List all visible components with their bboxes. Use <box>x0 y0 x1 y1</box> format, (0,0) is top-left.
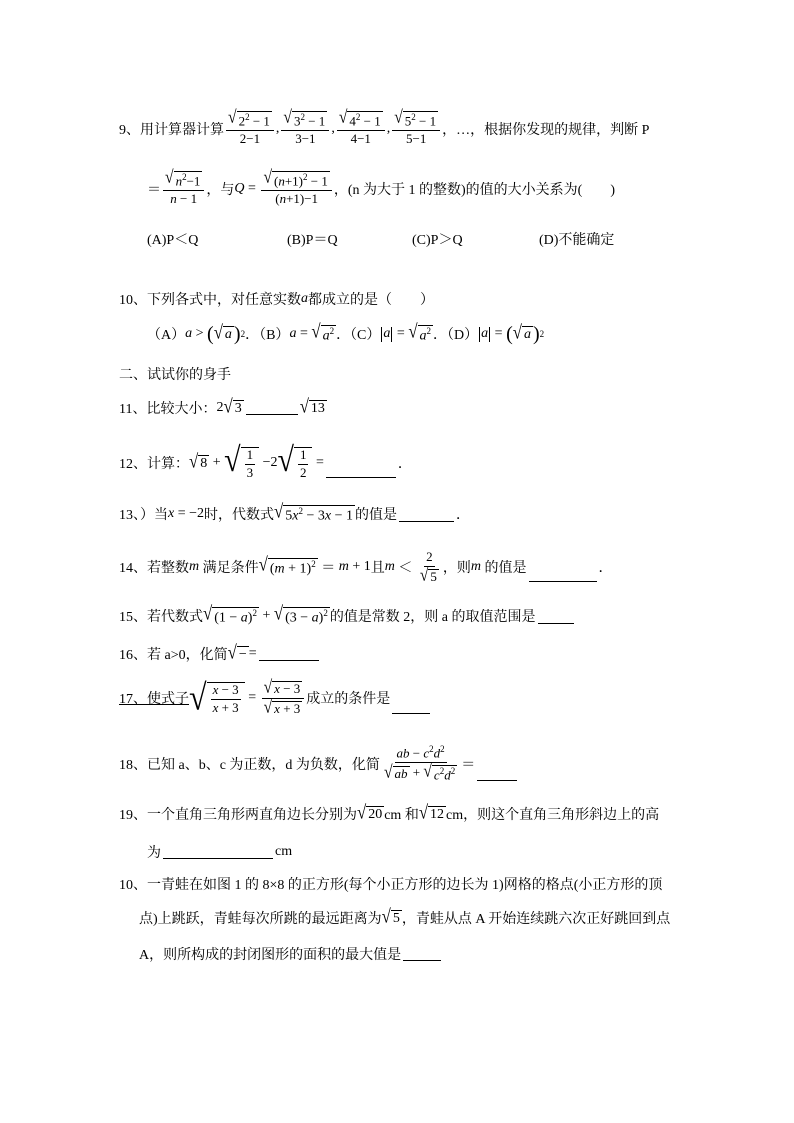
q9-line2: ＝ √ $n^2-1$ n − 1 ，与 Q = √ $(n+1)^2 - 1$ (n+1)−1 ，(n 为大于 1 的整数)的值的大小关系为( ) <box>147 167 616 207</box>
q14-text2: 满足条件 <box>202 561 259 577</box>
q9-option-a: (A)P＜Q <box>147 233 199 248</box>
q17: 17、 使式子 √ $\frac{x - 3}{x + 3}$ = √ x − 3 √ x + 3 成立的条件是 <box>119 680 432 717</box>
q14-end: ． <box>598 561 613 577</box>
q10-text: 10、下列各式中，对任意实数 <box>119 293 301 308</box>
q9-options <box>147 229 667 249</box>
q16: 16、若 a>0，化简 √ − = <box>119 644 321 664</box>
q9-lead: 9、用计算器计算 <box>119 122 224 138</box>
q20-line3 <box>139 944 443 964</box>
q10-opt-b: ．（B） <box>245 328 290 344</box>
q17-blank[interactable] <box>392 712 430 714</box>
q20-blank[interactable] <box>403 959 441 961</box>
q19-line2 <box>147 842 292 862</box>
q9-fraction-3: √ $4^2 - 1$ 4−1 <box>337 110 385 147</box>
q9-with: ，与 <box>206 182 235 198</box>
q17-text2: 成立的条件是 <box>306 692 391 708</box>
q9-eq: ＝ <box>147 182 161 198</box>
q16-text: 16、若 a>0，化简 <box>119 648 228 663</box>
q18-text2: ＝ <box>461 757 476 773</box>
q9-fraction-2: √ $3^2 - 1$ 3−1 <box>281 110 329 147</box>
q13: 13、）当 x = −2 时，代数式 √ $5x^2 - 3x - 1$ 的值是 ． <box>119 500 470 524</box>
q15-text: 15、若代数式 <box>119 610 203 626</box>
q10-opt-c: ．（C） <box>336 328 381 344</box>
q12-end: ． <box>397 457 412 473</box>
q14-text3: 且 <box>370 561 385 577</box>
q19-text2: cm，则这个直角三角形斜边上的高 <box>446 808 660 823</box>
q20-line1: 10、一青蛙在如图 1 的 8×8 的正方形(每个小正方形的边长为 1)网格的格点(小正方形的顶 <box>119 878 663 893</box>
q15-text2: 的值是常数 2，则 a 的取值范围是 <box>329 610 536 626</box>
q9-q-fraction: √ $(n+1)^2 - 1$ (n+1)−1 <box>261 170 331 207</box>
q10-line1 <box>119 289 434 309</box>
q20-line2: 点)上跳跃，青蛙每次所跳的最远距离为 √ 5 ，青蛙从点 A 开始连续跳六次正好跳回到点 <box>139 905 671 928</box>
q13-text: 13、）当 <box>119 508 168 524</box>
q13-blank[interactable] <box>399 520 454 522</box>
q13-cond: 时，代数式 <box>204 508 275 524</box>
q9-rule-text: ，…，根据你发现的规律，判断 P <box>442 122 650 138</box>
q15: 15、若代数式 √ $(1 - a)^2$ + √ $(3 - a)^2$ 的值是常数 2，则 a 的取值范围是 <box>119 606 576 627</box>
q9-fraction-4: √ $5^2 - 1$ 5−1 <box>392 110 440 147</box>
q11: 11、比较大小： 2 √ 3 √ 13 <box>119 395 325 418</box>
q13-end: ． <box>455 508 470 524</box>
q9-line1: 9、用计算器计算 √ $2^2 - 1$ 2−1 , √ $3^2 - 1$ 3−1 , √ $4^2 - 1$ 4−1 , √ $5^2 - 1$ 5−1 ，…，根据你发现的规律，判断 P <box>119 107 650 147</box>
q14: 14、若整数 m 满足条件 √ $(m + 1)^2$ ＝ m + 1 且 m ＜ 2 √ 5 ，则 m 的值是 ． <box>119 549 613 586</box>
q12: 12、计算： √ 8 + √ $\frac{1}{3}$ −2 √ $\frac{1}{2}$ = ． <box>119 441 412 480</box>
q9-p-fraction: √ $n^2-1$ n − 1 <box>163 170 204 207</box>
q18-text: 18、已知 a、b、c 为正数，d 为负数，化简 <box>119 757 380 773</box>
q14-text5: 的值是 <box>484 561 527 577</box>
q9-fraction-1: √ $2^2 - 1$ 2−1 <box>226 110 274 147</box>
q14-text: 14、若整数 <box>119 561 189 577</box>
q16-blank[interactable] <box>259 659 319 661</box>
q18-blank[interactable] <box>477 779 517 781</box>
q19-line1: 19、一个直角三角形两直角边长分别为 √ 20 cm 和 √ 12 cm，则这个直角三角形斜边上的高 <box>119 801 660 824</box>
q19-blank[interactable] <box>163 857 273 859</box>
q11-text: 11、比较大小： <box>119 402 217 417</box>
q12-blank[interactable] <box>326 476 396 478</box>
q9-option-b: (B)P＝Q <box>287 233 338 248</box>
q10-text2: 都成立的是（ ） <box>308 293 434 308</box>
q17-label: 17、 <box>119 692 147 708</box>
q13-text2: 的值是 <box>354 508 397 524</box>
q12-text: 12、计算： <box>119 457 189 473</box>
q10-options: （A） a > ( √ a ) 2 ．（B） a = √ $a^2$ ．（C） a = √ $a^2$ ．（D） a = ( √ a ) 2 <box>147 320 545 346</box>
q16-text2: = <box>248 646 257 661</box>
q14-text4: ，则 <box>442 561 471 577</box>
q19-line2: 为 <box>147 846 161 861</box>
q20-line2a: 点)上跳跃，青蛙每次所跳的最远距离为 <box>139 912 382 927</box>
q9-option-c: (C)P＞Q <box>412 233 463 248</box>
q10-opt-d: ．（D） <box>433 328 479 344</box>
q9-condition: ，(n 为大于 1 的整数)的值的大小关系为( ) <box>333 182 616 198</box>
q18: 18、已知 a、b、c 为正数，d 为负数，化简 ab − $c^2d^2$ √ ab + √ $c^2d^2$ ＝ <box>119 744 519 784</box>
q10-opt-a: （A） <box>147 328 186 344</box>
q10-var: a <box>301 291 308 306</box>
q14-blank[interactable] <box>529 580 597 582</box>
q19-text: 19、一个直角三角形两直角边长分别为 <box>119 808 357 823</box>
section2-title: 二、试试你的身手 <box>119 368 231 383</box>
q20-line3-text: A，则所构成的封闭图形的面积的最大值是 <box>139 948 402 963</box>
q19-unit2: cm <box>275 844 293 859</box>
q9-option-d: (D)不能确定 <box>539 233 615 248</box>
q17-text: 使式子 <box>147 692 189 708</box>
q19-unit1: cm 和 <box>384 808 419 823</box>
q15-blank[interactable] <box>538 622 574 624</box>
q20-line2b: ，青蛙从点 A 开始连续跳六次正好跳回到点 <box>401 912 671 927</box>
q11-blank[interactable] <box>246 413 298 415</box>
